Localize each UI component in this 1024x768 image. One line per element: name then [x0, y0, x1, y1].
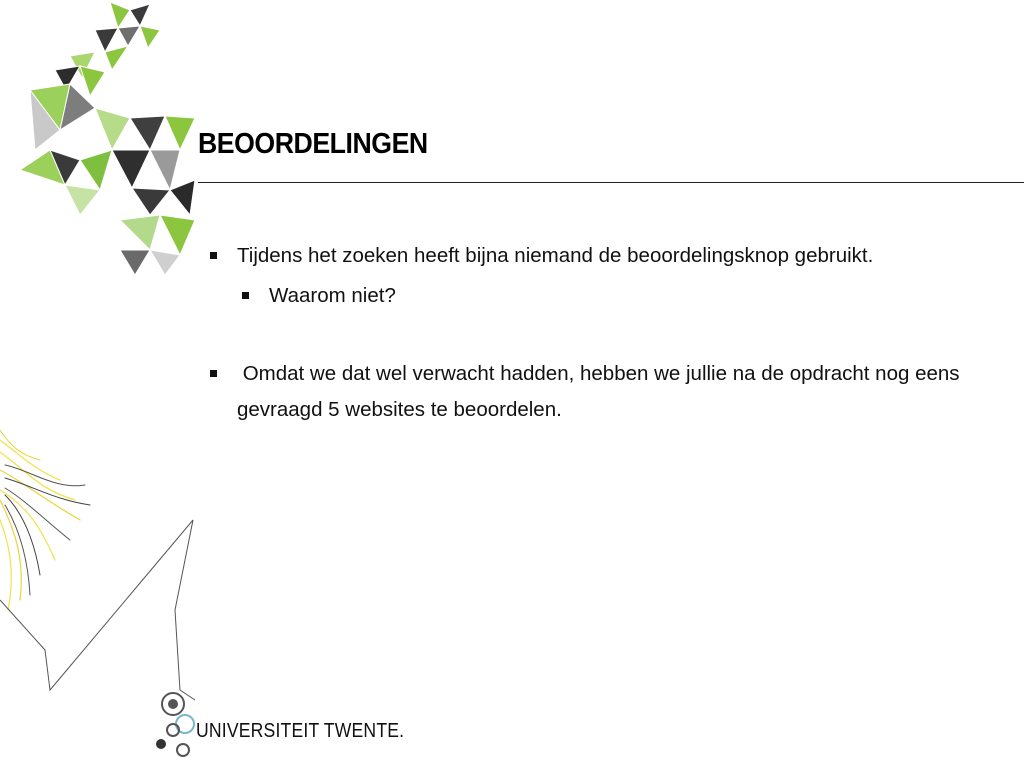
bullet-item	[205, 238, 995, 274]
bullet-square-icon	[242, 292, 249, 299]
university-logo-text: UNIVERSITEIT TWENTE.	[196, 720, 405, 742]
sub-bullet-item	[205, 278, 995, 314]
bullet-text: Tijdens het zoeken heeft bijna niemand de beoordelingsknop gebruikt.	[237, 244, 874, 267]
bullet-item	[205, 356, 995, 428]
title-divider	[198, 182, 1024, 183]
bullet-list	[205, 238, 995, 428]
decorative-geometric-artwork	[0, 0, 200, 768]
slide-title: BEOORDELINGEN	[198, 128, 428, 160]
bullet-square-icon	[210, 370, 217, 377]
bullet-square-icon	[210, 252, 217, 259]
bullet-text: Omdat we dat wel verwacht hadden, hebben we jullie na de opdracht nog eens gevraagd 5 websites te beoordelen.	[237, 362, 966, 421]
bullet-text: Waarom niet?	[269, 284, 396, 307]
